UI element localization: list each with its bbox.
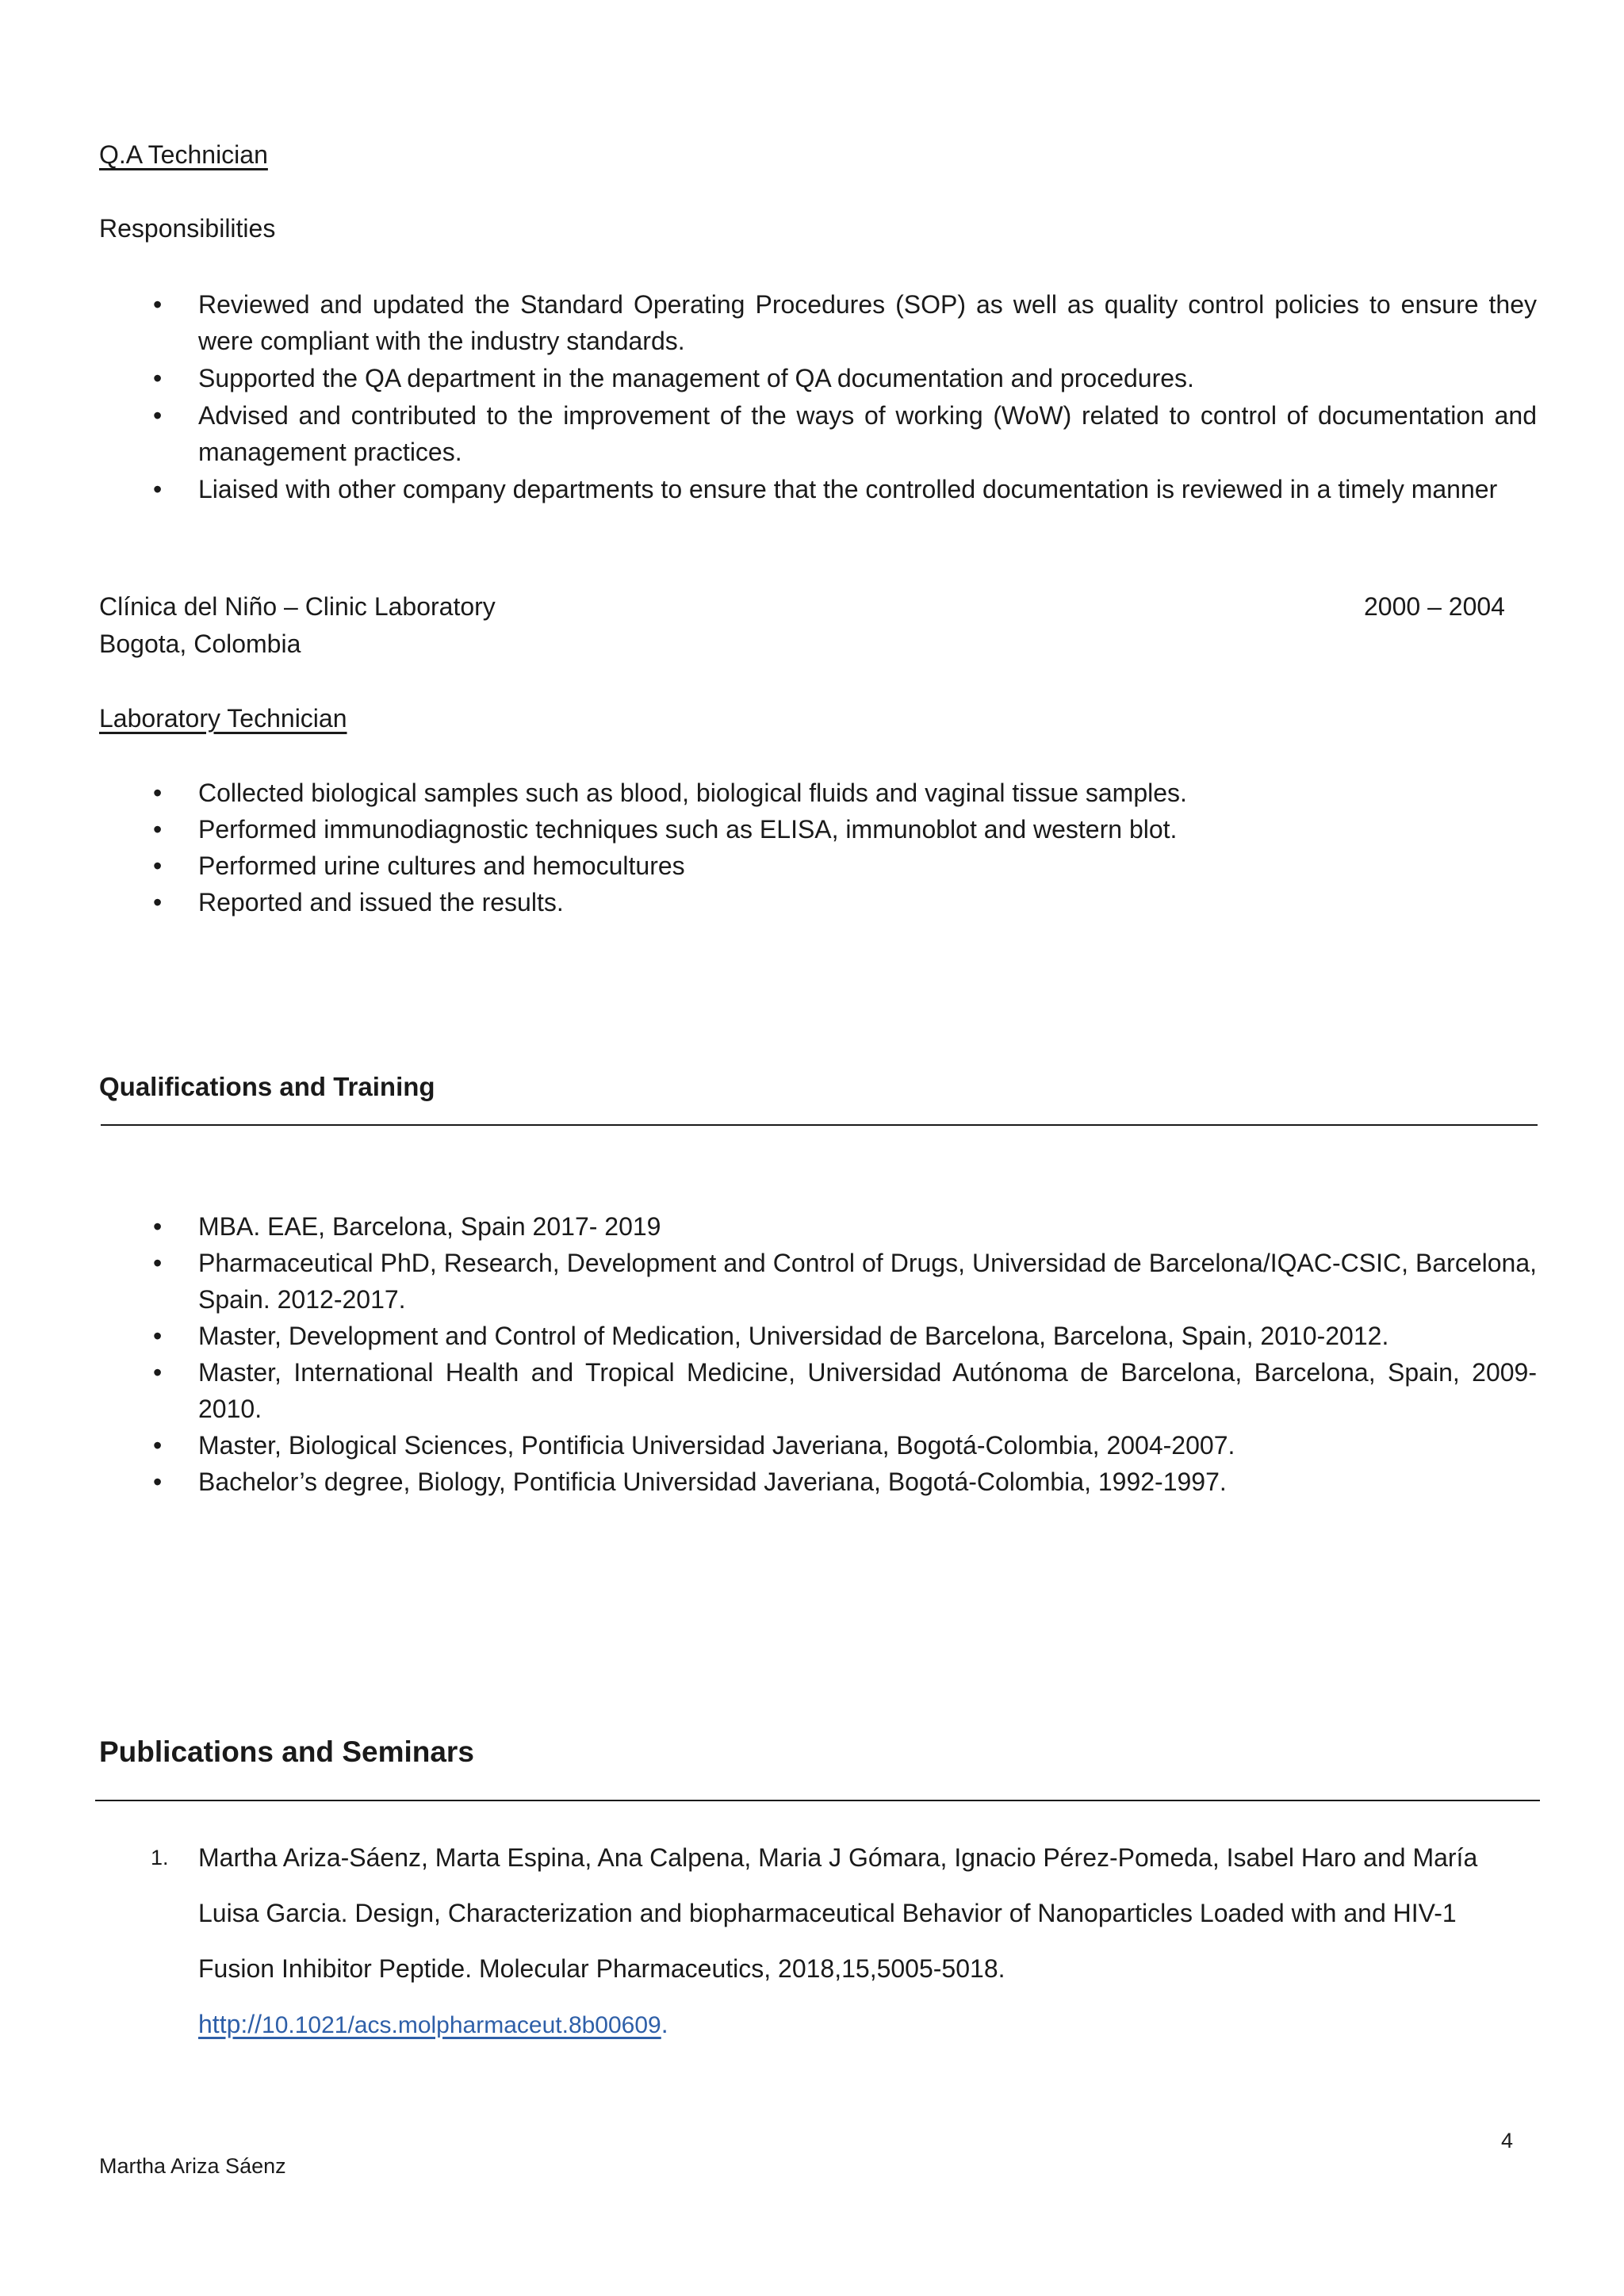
list-item: • Supported the QA department in the management of QA documentation and procedures.	[198, 360, 1537, 396]
list-item: • Master, Development and Control of Medication, Universidad de Barcelona, Barcelona, Spain, 2010-2012.	[198, 1318, 1537, 1354]
bullet-icon: •	[153, 888, 163, 916]
list-item: • MBA. EAE, Barcelona, Spain 2017- 2019	[198, 1208, 1537, 1245]
bullet-icon: •	[153, 475, 163, 503]
list-item: • Bachelor’s degree, Biology, Pontificia Universidad Javeriana, Bogotá-Colombia, 1992-1997.	[198, 1464, 1537, 1500]
list-item: • Performed urine cultures and hemocultures	[198, 848, 1537, 884]
bullet-icon: •	[153, 1322, 163, 1350]
list-item: • Liaised with other company departments to ensure that the controlled documentation is reviewed in a timely manner	[198, 471, 1537, 507]
bullet-icon: •	[153, 1468, 163, 1496]
bullet-icon: •	[153, 851, 163, 880]
clinic-location: Bogota, Colombia	[99, 629, 301, 658]
responsibilities-label: Responsibilities	[99, 214, 276, 243]
publications-list	[151, 1830, 1515, 2053]
publication-citation: Martha Ariza-Sáenz, Marta Espina, Ana Calpena, Maria J Gómara, Ignacio Pérez-Pomeda, Isabel Haro and María Luisa Garcia. Design, Characterization and biopharmaceutical Behavior of Nanoparticles Loaded with and HIV-1 Fusion Inhibitor Peptide. Molecular Pharmaceutics, 2018,15,5005-5018.	[198, 1843, 1478, 1983]
publication-doi-link[interactable]: http://10.1021/acs.molpharmaceut.8b00609	[198, 2010, 661, 2038]
bullet-icon: •	[153, 1431, 163, 1460]
qa-responsibilities-list	[153, 286, 1537, 508]
list-item: • Performed immunodiagnostic techniques such as ELISA, immunoblot and western blot.	[198, 811, 1537, 848]
bullet-icon: •	[153, 401, 163, 430]
qualifications-list	[153, 1208, 1537, 1500]
publication-item: 1. Martha Ariza-Sáenz, Marta Espina, Ana Calpena, Maria J Gómara, Ignacio Pérez-Pomeda, Isabel Haro and María Luisa Garcia. Design, Characterization and biopharmaceutical Behavior of Nanoparticles Loaded with and HIV-1 Fusion Inhibitor Peptide. Molecular Pharmaceutics, 2018,15,5005-5018. http://10.1021/acs.molpharmaceut.8b00609.	[198, 1830, 1515, 2053]
bullet-icon: •	[153, 1358, 163, 1387]
publications-divider	[95, 1800, 1540, 1801]
publication-number: 1.	[151, 1846, 169, 1869]
clinic-dates: 2000 – 2004	[1364, 592, 1505, 621]
list-item: • Master, International Health and Tropical Medicine, Universidad Autónoma de Barcelona, Barcelona, Spain, 2009-2010.	[198, 1354, 1537, 1427]
list-item: • Collected biological samples such as blood, biological fluids and vaginal tissue samples.	[198, 775, 1537, 811]
list-item: • Pharmaceutical PhD, Research, Development and Control of Drugs, Universidad de Barcelona/IQAC-CSIC, Barcelona, Spain. 2012-2017.	[198, 1245, 1537, 1318]
qa-role-title: Q.A Technician	[99, 140, 268, 169]
clinic-responsibilities-list	[153, 775, 1537, 920]
bullet-icon: •	[153, 815, 163, 844]
list-item: • Reviewed and updated the Standard Operating Procedures (SOP) as well as quality control policies to ensure they were compliant with the industry standards.	[198, 286, 1537, 359]
qualifications-divider	[101, 1124, 1538, 1126]
clinic-role-title: Laboratory Technician	[99, 704, 347, 733]
list-item: • Advised and contributed to the improvement of the ways of working (WoW) related to control of documentation and management practices.	[198, 397, 1537, 470]
list-item: • Reported and issued the results.	[198, 884, 1537, 920]
bullet-icon: •	[153, 364, 163, 392]
page-number: 4	[1501, 2129, 1514, 2152]
bullet-icon: •	[153, 779, 163, 807]
footer-author: Martha Ariza Sáenz	[99, 2154, 286, 2178]
qualifications-heading: Qualifications and Training	[99, 1072, 435, 1101]
publications-heading: Publications and Seminars	[99, 1735, 474, 1768]
list-item: • Master, Biological Sciences, Pontificia Universidad Javeriana, Bogotá-Colombia, 2004-2007.	[198, 1427, 1537, 1464]
bullet-icon: •	[153, 290, 163, 319]
bullet-icon: •	[153, 1212, 163, 1241]
clinic-employer: Clínica del Niño – Clinic Laboratory	[99, 592, 496, 621]
bullet-icon: •	[153, 1249, 163, 1277]
